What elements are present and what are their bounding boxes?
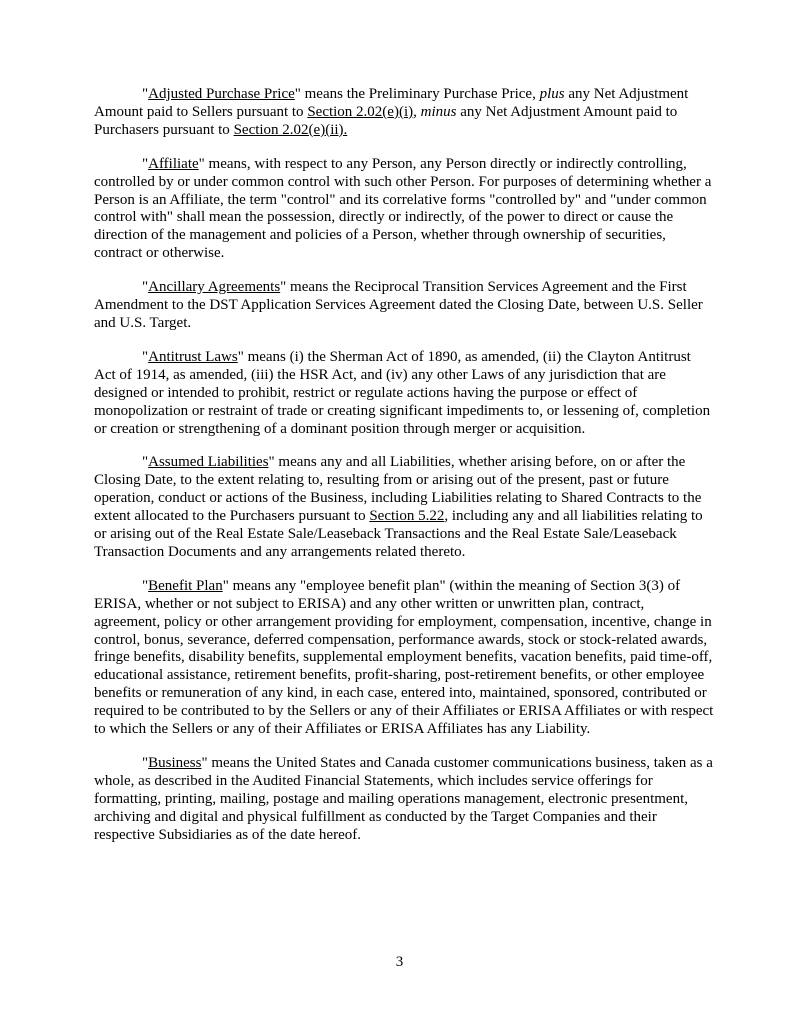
definition-paragraph: "Assumed Liabilities" means any and all Liabilities, whether arising before, on or after the Closing Date, to the extent relating to, resulting from or arising out of the present, past or future operation, conduct or actions of the Business, including Liabilities relating to Shared Contracts to the extent allocated to the Purchasers pursuant to Section 5.22, including any and all liabilities relating to or arising out of the Real Estate Sale/Leaseback Transactions and the Real Estate Sale/Leaseback Transaction Documents and any arrangements related thereto. — [94, 454, 703, 560]
definition-text: , — [413, 103, 421, 120]
definition-text: any Net Adjustment Amount paid to Sellers pursuant to — [94, 86, 689, 120]
defined-term: Antitrust Laws — [148, 348, 238, 365]
definition-text: , including any and all liabilities relating to or arising out of the Real Estate Sale/Leaseback Transactions and the Real Estate Sale/Leaseback Transaction Documents and any arrangements related thereto. — [94, 508, 703, 560]
emphasis-text: minus — [420, 103, 457, 120]
definition-text: means (i) the Sherman Act of 1890, as amended, (ii) the Clayton Antitrust Act of 1914, as amended, (iii) the HSR Act, and (iv) any other Laws of any jurisdiction that are designed or intended to prohibit, restrict or regulate actions having the purpose or effect of monopolization or restraint of trade or creating significant impediments to, or lessening of, completion or creation or strengthening of a dominant position through merger or acquisition. — [94, 348, 711, 437]
defined-term: Business — [148, 755, 202, 771]
defined-term: Benefit Plan — [148, 577, 223, 594]
definition-text: any Net Adjustment Amount paid to Purchasers pursuant to — [94, 103, 678, 138]
definition-text: means any and all Liabilities, whether arising before, on or after the Closing Date, to the extent relating to, resulting from or arising out of the present, past or future operation, conduct or actions of the Business, including Liabilities relating to Shared Contracts to the extent allocated to the Purchasers pursuant to — [94, 454, 702, 525]
defined-term: Ancillary Agreements — [148, 279, 281, 296]
defined-term: Affiliate — [148, 155, 199, 172]
defined-term: Assumed Liabilities — [148, 454, 269, 471]
definitions-section — [94, 86, 714, 861]
defined-term: Adjusted Purchase Price — [148, 86, 295, 102]
definition-paragraph: "Benefit Plan" means any "employee benefit plan" (within the meaning of Section 3(3) of ERISA, whether or not subject to ERISA) and any other written or unwritten plan, contract, agreement, policy or other arrangement providing for employment, compensation, incentive, change in control, bonus, severance, deferred compensation, performance awards, stock or stock-related awards, fringe benefits, disability benefits, supplemental employment benefits, vacation benefits, paid time-off, educational assistance, retirement benefits, profit-sharing, post-retirement benefits, or other employee benefits or remuneration of any kind, in each case, entered into, maintained, sponsored, contributed or required to be contributed to by the Sellers or any of their Affiliates or ERISA Affiliates or with respect to which the Sellers or any of their Affiliates or ERISA Affiliates has any Liability. — [94, 577, 714, 738]
definition-text: means the Preliminary Purchase Price, — [300, 86, 540, 102]
definition-paragraph: "Affiliate" means, with respect to any Person, any Person directly or indirectly controlling, controlled by or under common control with such other Person. For purposes of determining whether a Person is an Affiliate, the term "control" and its correlative forms "controlled by" and "under common control with" shall mean the possession, directly or indirectly, of the power to direct or cause the direction of the management and policies of a Person, whether through ownership of securities, contract or otherwise. — [94, 155, 712, 262]
definition-text: means any "employee benefit plan" (within the meaning of Section 3(3) of ERISA, whether or not subject to ERISA) and any other written or unwritten plan, contract, agreement, policy or other arrangement providing for employment, compensation, incentive, change in control, bonus, severance, deferred compensation, performance awards, stock or stock-related awards, fringe benefits, disability benefits, supplemental employment benefits, vacation benefits, paid time-off, educational assistance, retirement benefits, profit-sharing, post-retirement benefits, or other employee benefits or remuneration of any kind, in each case, entered into, maintained, sponsored, contributed or required to be contributed to by the Sellers or any of their Affiliates or ERISA Affiliates or with respect to which the Sellers or any of their Affiliates or ERISA Affiliates has any Liability. — [94, 577, 714, 738]
definition-paragraph: "Antitrust Laws" means (i) the Sherman Act of 1890, as amended, (ii) the Clayton Antitrust Act of 1914, as amended, (iii) the HSR Act, and (iv) any other Laws of any jurisdiction that are designed or intended to prohibit, restrict or regulate actions having the purpose or effect of monopolization or restraint of trade or creating significant impediments to, or lessening of, completion or creation or strengthening of a dominant position through merger or acquisition. — [94, 348, 711, 437]
definition-text: means the United States and Canada customer communications business, taken as a whole, as described in the Audited Financial Statements, which includes service offerings for formatting, printing, mailing, postage and mailing operations management, electronic presentment, archiving and digital and physical fulfillment as conducted by the Target Companies and their respective Subsidiaries as of the date hereof. — [94, 755, 713, 843]
section-reference: Section 2.02(e)(i) — [307, 103, 414, 120]
definition-paragraph: "Business" means the United States and Canada customer communications business, taken as a whole, as described in the Audited Financial Statements, which includes service offerings for formatting, printing, mailing, postage and mailing operations management, electronic presentment, archiving and digital and physical fulfillment as conducted by the Target Companies and their respective Subsidiaries as of the date hereof. — [94, 755, 713, 843]
definition-text: means the Reciprocal Transition Services Agreement and the First Amendment to the DST Application Services Agreement dated the Closing Date, between U.S. Seller and U.S. Target. — [94, 279, 703, 331]
definition-text: means, with respect to any Person, any Person directly or indirectly controlling, controlled by or under common control with such other Person. For purposes of determining whether a Person is an Affiliate, the term "control" and its correlative forms "controlled by" and "under common control with" shall mean the possession, directly or indirectly, of the power to direct or cause the direction of the management and policies of a Person, whether through ownership of securities, contract or otherwise. — [94, 155, 712, 262]
emphasis-text: plus — [539, 86, 565, 102]
definition-paragraph: "Ancillary Agreements" means the Reciprocal Transition Services Agreement and the First Amendment to the DST Application Services Agreement dated the Closing Date, between U.S. Seller and U.S. Target. — [94, 279, 703, 331]
page-number: 3 — [395, 954, 404, 970]
section-reference: Section 5.22 — [369, 508, 445, 525]
section-reference: Section 2.02(e)(ii). — [233, 121, 348, 138]
definition-paragraph: "Adjusted Purchase Price" means the Preliminary Purchase Price, plus any Net Adjustment Amount paid to Sellers pursuant to Section 2.02(e)(i), minus any Net Adjustment Amount paid to Purchasers pursuant to Section 2.02(e)(ii). — [94, 86, 689, 138]
